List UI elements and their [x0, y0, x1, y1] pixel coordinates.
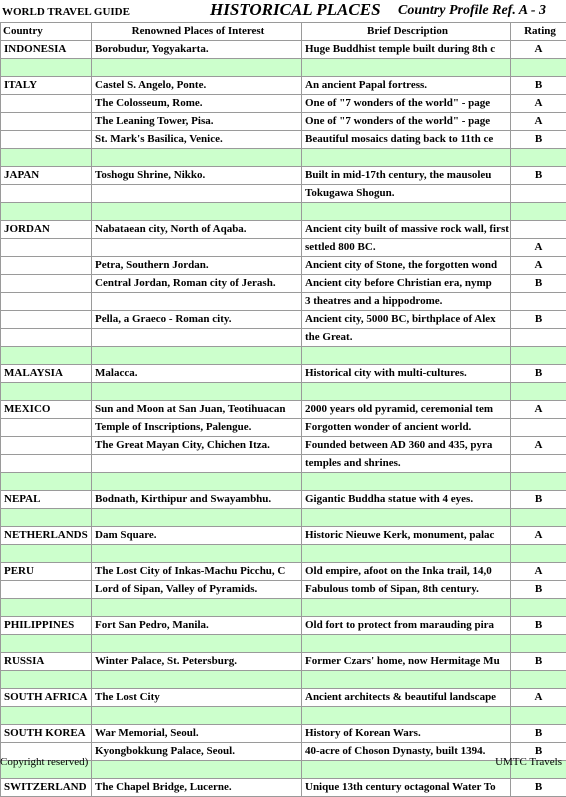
table-row	[1, 563, 566, 581]
table-row	[1, 185, 566, 203]
table-row	[1, 221, 566, 239]
rating-cell[interactable]	[511, 419, 566, 437]
country-cell[interactable]: SOUTH AFRICA	[1, 689, 92, 707]
description-cell[interactable]: Ancient city built of massive rock wall, first	[302, 221, 511, 239]
place-cell[interactable]: Pella, a Graeco - Roman city.	[92, 311, 302, 329]
place-cell[interactable]: Fort San Pedro, Manila.	[92, 617, 302, 635]
country-cell[interactable]: MEXICO	[1, 401, 92, 419]
description-cell[interactable]	[302, 383, 511, 401]
rating-cell[interactable]: B	[511, 617, 566, 635]
table-row	[1, 131, 566, 149]
place-cell[interactable]: The Great Mayan City, Chichen Itza.	[92, 437, 302, 455]
description-cell[interactable]	[302, 599, 511, 617]
table-row	[1, 293, 566, 311]
place-cell[interactable]	[92, 509, 302, 527]
country-cell[interactable]: NETHERLANDS	[1, 527, 92, 545]
table-row	[1, 473, 566, 491]
place-cell[interactable]: Central Jordan, Roman city of Jerash.	[92, 275, 302, 293]
rating-cell[interactable]	[511, 671, 566, 689]
description-cell[interactable]: An ancient Papal fortress.	[302, 77, 511, 95]
place-cell[interactable]	[92, 545, 302, 563]
place-cell[interactable]: Temple of Inscriptions, Palengue.	[92, 419, 302, 437]
table-row	[1, 455, 566, 473]
place-cell[interactable]	[92, 293, 302, 311]
description-cell[interactable]: the Great.	[302, 329, 511, 347]
place-cell[interactable]	[92, 599, 302, 617]
country-cell[interactable]	[1, 293, 92, 311]
table-row	[1, 95, 566, 113]
country-cell[interactable]: SOUTH KOREA	[1, 725, 92, 743]
rating-cell[interactable]: A	[511, 41, 566, 59]
column-header-places[interactable]: Renowned Places of Interest	[92, 23, 302, 41]
page-title: HISTORICAL PLACES	[210, 0, 381, 20]
place-cell[interactable]	[92, 59, 302, 77]
country-cell[interactable]	[1, 545, 92, 563]
guide-label: WORLD TRAVEL GUIDE	[2, 6, 130, 18]
country-cell[interactable]	[1, 203, 92, 221]
country-cell[interactable]	[1, 599, 92, 617]
rating-cell[interactable]	[511, 203, 566, 221]
place-cell[interactable]	[92, 383, 302, 401]
country-cell[interactable]	[1, 473, 92, 491]
rating-cell[interactable]	[511, 599, 566, 617]
rating-cell[interactable]: B	[511, 581, 566, 599]
table-row	[1, 581, 566, 599]
table-row	[1, 779, 566, 797]
country-cell[interactable]	[1, 347, 92, 365]
rating-cell[interactable]	[511, 383, 566, 401]
place-cell[interactable]	[92, 239, 302, 257]
place-cell[interactable]	[92, 203, 302, 221]
table-row	[1, 383, 566, 401]
country-cell[interactable]: RUSSIA	[1, 653, 92, 671]
country-cell[interactable]	[1, 455, 92, 473]
country-cell[interactable]	[1, 419, 92, 437]
table-row	[1, 599, 566, 617]
rating-cell[interactable]: B	[511, 131, 566, 149]
country-cell[interactable]	[1, 383, 92, 401]
description-cell[interactable]: 3 theatres and a hippodrome.	[302, 293, 511, 311]
rating-cell[interactable]: B	[511, 779, 566, 797]
description-cell[interactable]: temples and shrines.	[302, 455, 511, 473]
header-row	[1, 23, 566, 41]
description-cell[interactable]	[302, 545, 511, 563]
table-row	[1, 527, 566, 545]
country-cell[interactable]: PHILIPPINES	[1, 617, 92, 635]
rating-cell[interactable]: B	[511, 311, 566, 329]
country-cell[interactable]	[1, 329, 92, 347]
table-row	[1, 671, 566, 689]
table-body	[1, 41, 566, 797]
place-cell[interactable]: Winter Palace, St. Petersburg.	[92, 653, 302, 671]
description-cell[interactable]	[302, 347, 511, 365]
table-row	[1, 203, 566, 221]
places-table	[0, 22, 566, 797]
place-cell[interactable]	[92, 707, 302, 725]
column-header-country[interactable]: Country	[1, 23, 92, 41]
place-cell[interactable]	[92, 329, 302, 347]
place-cell[interactable]: War Memorial, Seoul.	[92, 725, 302, 743]
rating-cell[interactable]: A	[511, 527, 566, 545]
description-cell[interactable]: Historic Nieuwe Kerk, monument, palac	[302, 527, 511, 545]
country-cell[interactable]	[1, 239, 92, 257]
place-cell[interactable]	[92, 635, 302, 653]
description-cell[interactable]: Ancient architects & beautiful landscape	[302, 689, 511, 707]
description-cell[interactable]: Tokugawa Shogun.	[302, 185, 511, 203]
description-cell[interactable]	[302, 203, 511, 221]
description-cell[interactable]: Unique 13th century octagonal Water To	[302, 779, 511, 797]
place-cell[interactable]: The Chapel Bridge, Lucerne.	[92, 779, 302, 797]
description-cell[interactable]	[302, 149, 511, 167]
description-cell[interactable]	[302, 473, 511, 491]
country-cell[interactable]	[1, 671, 92, 689]
place-cell[interactable]	[92, 149, 302, 167]
description-cell[interactable]: Ancient city, 5000 BC, birthplace of Alex	[302, 311, 511, 329]
place-cell[interactable]: Petra, Southern Jordan.	[92, 257, 302, 275]
country-cell[interactable]: JAPAN	[1, 167, 92, 185]
rating-cell[interactable]: A	[511, 239, 566, 257]
rating-cell[interactable]	[511, 635, 566, 653]
place-cell[interactable]: Sun and Moon at San Juan, Teotihuacan	[92, 401, 302, 419]
country-cell[interactable]	[1, 185, 92, 203]
country-cell[interactable]	[1, 707, 92, 725]
table-row	[1, 365, 566, 383]
table-row	[1, 347, 566, 365]
rating-cell[interactable]: B	[511, 77, 566, 95]
rating-cell[interactable]	[511, 455, 566, 473]
column-header-rating[interactable]: Rating	[511, 23, 566, 41]
rating-cell[interactable]	[511, 149, 566, 167]
table-row	[1, 59, 566, 77]
table-row	[1, 167, 566, 185]
table-row	[1, 689, 566, 707]
description-cell[interactable]: Beautiful mosaics dating back to 11th ce	[302, 131, 511, 149]
table-row	[1, 275, 566, 293]
description-cell[interactable]: 40-acre of Choson Dynasty, built 1394.	[302, 743, 511, 761]
country-cell[interactable]: ITALY	[1, 77, 92, 95]
description-cell[interactable]: Built in mid-17th century, the mausoleu	[302, 167, 511, 185]
description-cell[interactable]: One of "7 wonders of the world" - page	[302, 95, 511, 113]
table-row	[1, 41, 566, 59]
table-row	[1, 239, 566, 257]
rating-cell[interactable]	[511, 707, 566, 725]
country-cell[interactable]: JORDAN	[1, 221, 92, 239]
description-cell[interactable]: Forgotten wonder of ancient world.	[302, 419, 511, 437]
table-row	[1, 545, 566, 563]
rating-cell[interactable]: A	[511, 437, 566, 455]
table-row	[1, 329, 566, 347]
rating-cell[interactable]: B	[511, 167, 566, 185]
place-cell[interactable]: Dam Square.	[92, 527, 302, 545]
rating-cell[interactable]: B	[511, 653, 566, 671]
column-header-description[interactable]: Brief Description	[302, 23, 511, 41]
table-row	[1, 401, 566, 419]
rating-cell[interactable]: B	[511, 491, 566, 509]
description-cell[interactable]: History of Korean Wars.	[302, 725, 511, 743]
description-cell[interactable]: Gigantic Buddha statue with 4 eyes.	[302, 491, 511, 509]
rating-cell[interactable]: A	[511, 257, 566, 275]
description-cell[interactable]: settled 800 BC.	[302, 239, 511, 257]
country-cell[interactable]	[1, 149, 92, 167]
page-header	[0, 0, 566, 22]
place-cell[interactable]	[92, 473, 302, 491]
place-cell[interactable]: St. Mark's Basilica, Venice.	[92, 131, 302, 149]
place-cell[interactable]: Malacca.	[92, 365, 302, 383]
table-row	[1, 257, 566, 275]
table-row	[1, 77, 566, 95]
country-cell[interactable]: SWITZERLAND	[1, 779, 92, 797]
place-cell[interactable]: The Lost City	[92, 689, 302, 707]
table-row	[1, 113, 566, 131]
country-cell[interactable]: NEPAL	[1, 491, 92, 509]
country-cell[interactable]	[1, 437, 92, 455]
table-row	[1, 149, 566, 167]
rating-cell[interactable]: A	[511, 401, 566, 419]
country-cell[interactable]	[1, 635, 92, 653]
country-cell[interactable]	[1, 311, 92, 329]
table-row	[1, 653, 566, 671]
description-cell[interactable]: Former Czars' home, now Hermitage Mu	[302, 653, 511, 671]
table-row	[1, 617, 566, 635]
description-cell[interactable]	[302, 59, 511, 77]
description-cell[interactable]	[302, 635, 511, 653]
place-cell[interactable]: Bodnath, Kirthipur and Swayambhu.	[92, 491, 302, 509]
rating-cell[interactable]	[511, 545, 566, 563]
rating-cell[interactable]	[511, 221, 566, 239]
rating-cell[interactable]: A	[511, 113, 566, 131]
table-row	[1, 419, 566, 437]
profile-reference: Country Profile Ref. A - 3	[398, 3, 546, 19]
place-cell[interactable]: Toshogu Shrine, Nikko.	[92, 167, 302, 185]
rating-cell[interactable]	[511, 347, 566, 365]
country-cell[interactable]	[1, 257, 92, 275]
rating-cell[interactable]	[511, 185, 566, 203]
company-name: UMTC Travels	[495, 756, 562, 768]
table-row	[1, 437, 566, 455]
place-cell[interactable]: Castel S. Angelo, Ponte.	[92, 77, 302, 95]
rating-cell[interactable]: B	[511, 365, 566, 383]
table-row	[1, 311, 566, 329]
rating-cell[interactable]: A	[511, 95, 566, 113]
place-cell[interactable]: The Colosseum, Rome.	[92, 95, 302, 113]
rating-cell[interactable]: A	[511, 563, 566, 581]
rating-cell[interactable]	[511, 509, 566, 527]
place-cell[interactable]: Nabataean city, North of Aqaba.	[92, 221, 302, 239]
description-cell[interactable]: Old fort to protect from marauding pira	[302, 617, 511, 635]
country-cell[interactable]	[1, 95, 92, 113]
place-cell[interactable]	[92, 347, 302, 365]
rating-cell[interactable]	[511, 473, 566, 491]
country-cell[interactable]	[1, 131, 92, 149]
country-cell[interactable]: MALAYSIA	[1, 365, 92, 383]
country-cell[interactable]	[1, 59, 92, 77]
description-cell[interactable]: Huge Buddhist temple built during 8th c	[302, 41, 511, 59]
table-row	[1, 635, 566, 653]
description-cell[interactable]	[302, 509, 511, 527]
table-row	[1, 725, 566, 743]
place-cell[interactable]: The Lost City of Inkas-Machu Picchu, C	[92, 563, 302, 581]
rating-cell[interactable]	[511, 329, 566, 347]
place-cell[interactable]	[92, 455, 302, 473]
place-cell[interactable]: Borobudur, Yogyakarta.	[92, 41, 302, 59]
rating-cell[interactable]: B	[511, 725, 566, 743]
table-row	[1, 707, 566, 725]
copyright-note: Copyright reserved)	[0, 756, 88, 768]
table-row	[1, 509, 566, 527]
rating-cell[interactable]	[511, 59, 566, 77]
description-cell[interactable]: One of "7 wonders of the world" - page	[302, 113, 511, 131]
country-cell[interactable]: PERU	[1, 563, 92, 581]
description-cell[interactable]: Old empire, afoot on the Inka trail, 14,0	[302, 563, 511, 581]
place-cell[interactable]: Lord of Sipan, Valley of Pyramids.	[92, 581, 302, 599]
description-cell[interactable]	[302, 707, 511, 725]
country-cell[interactable]	[1, 275, 92, 293]
page-footer	[0, 755, 566, 771]
place-cell[interactable]	[92, 671, 302, 689]
place-cell[interactable]	[92, 185, 302, 203]
description-cell[interactable]: Fabulous tomb of Sipan, 8th century.	[302, 581, 511, 599]
description-cell[interactable]: Founded between AD 360 and 435, pyra	[302, 437, 511, 455]
country-cell[interactable]	[1, 509, 92, 527]
country-cell[interactable]	[1, 113, 92, 131]
description-cell[interactable]: Ancient city before Christian era, nymp	[302, 275, 511, 293]
description-cell[interactable]	[302, 671, 511, 689]
country-cell[interactable]: INDONESIA	[1, 41, 92, 59]
description-cell[interactable]: Historical city with multi-cultures.	[302, 365, 511, 383]
description-cell[interactable]: 2000 years old pyramid, ceremonial tem	[302, 401, 511, 419]
place-cell[interactable]: Kyongbokkung Palace, Seoul.	[92, 743, 302, 761]
description-cell[interactable]: Ancient city of Stone, the forgotten wond	[302, 257, 511, 275]
rating-cell[interactable]: A	[511, 689, 566, 707]
rating-cell[interactable]: B	[511, 743, 566, 761]
rating-cell[interactable]: B	[511, 275, 566, 293]
rating-cell[interactable]	[511, 293, 566, 311]
table-row	[1, 491, 566, 509]
place-cell[interactable]: The Leaning Tower, Pisa.	[92, 113, 302, 131]
country-cell[interactable]	[1, 581, 92, 599]
